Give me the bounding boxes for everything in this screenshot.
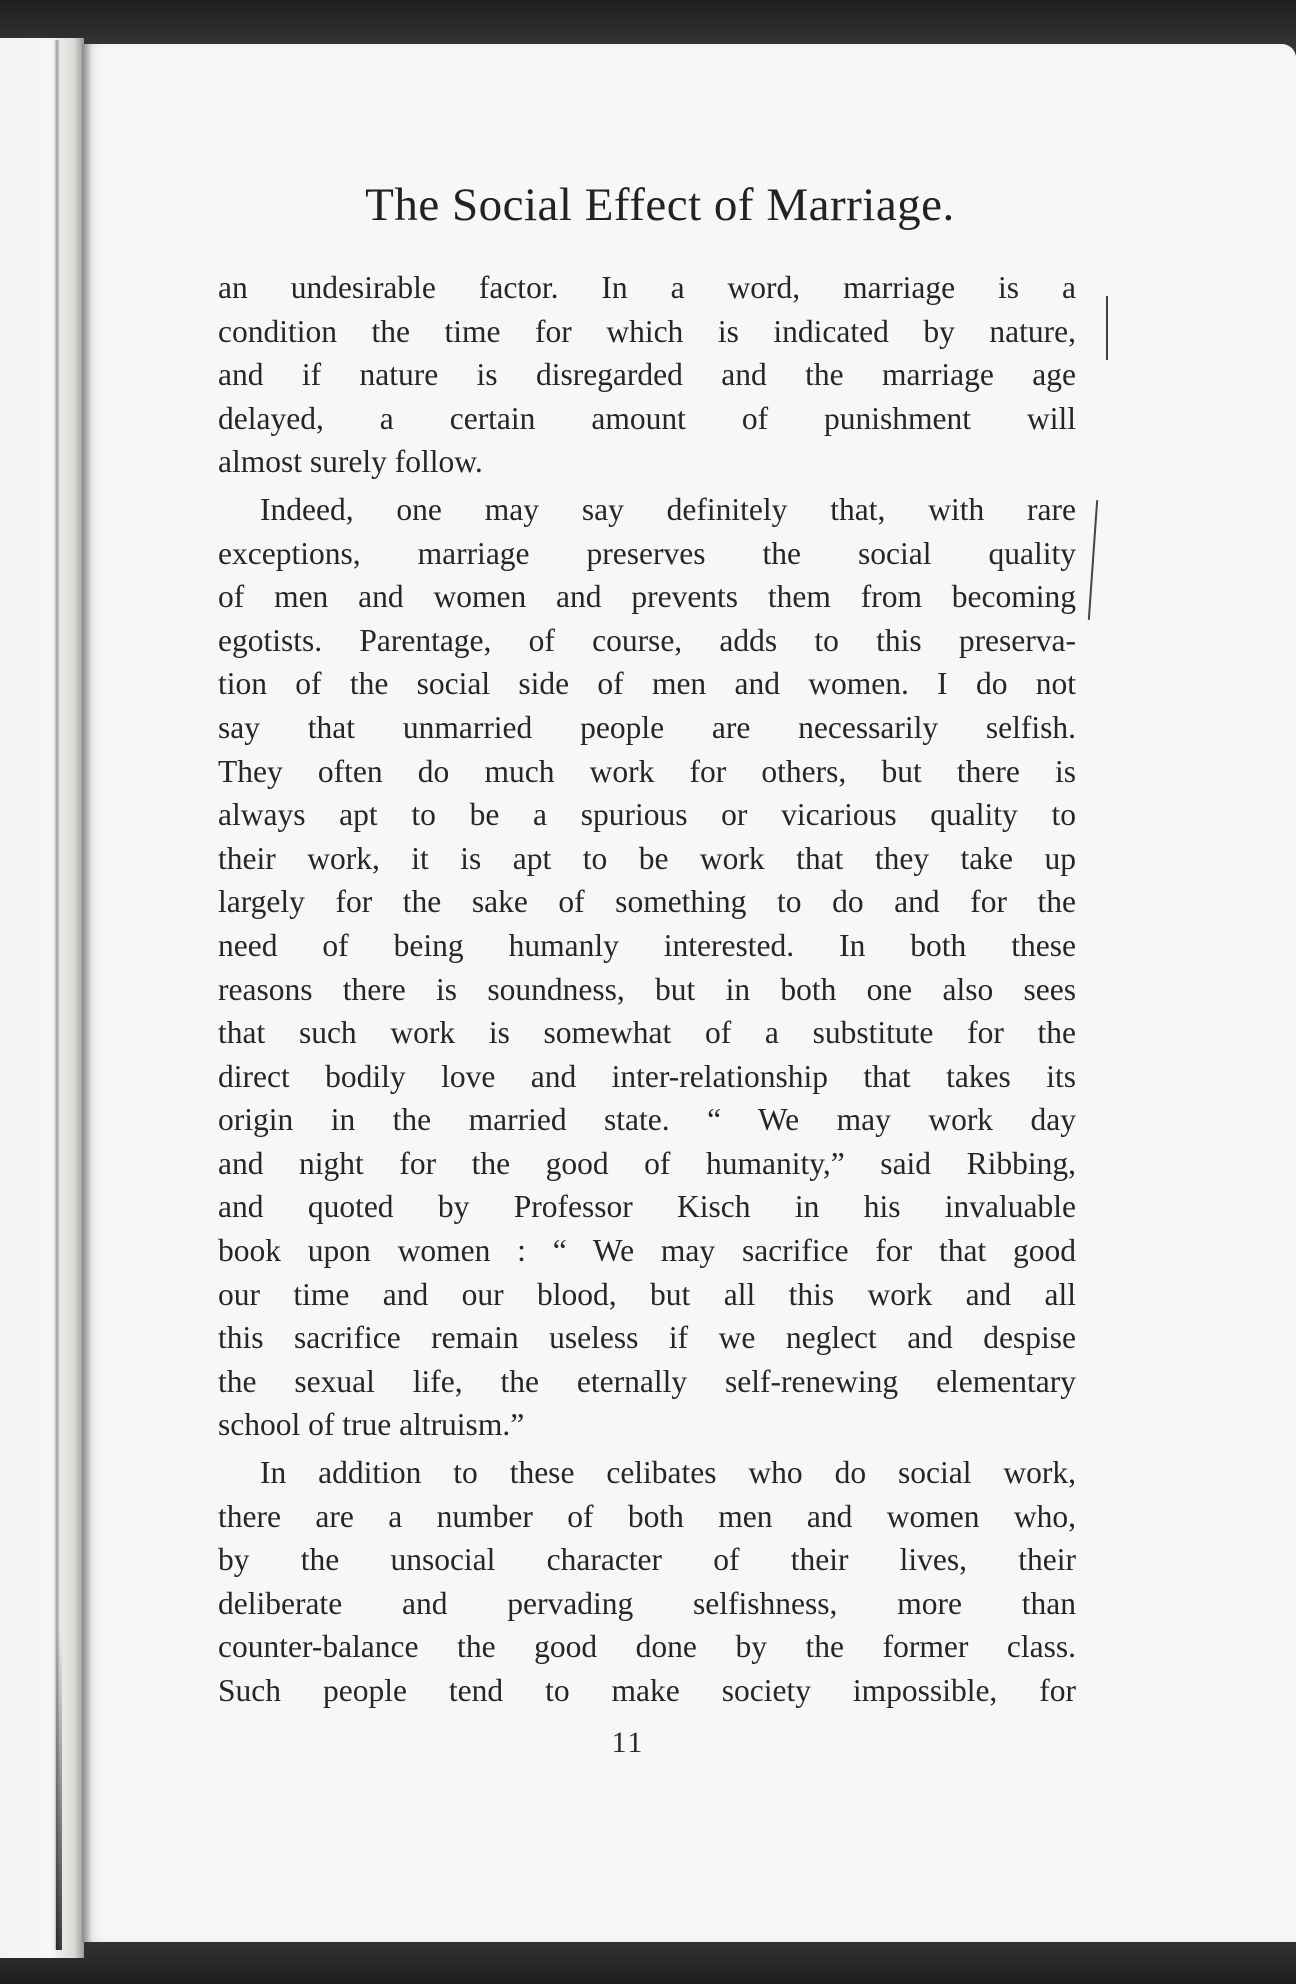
text-line: condition the time for which is indicated by nature, bbox=[218, 313, 1076, 349]
text-line: there are a number of both men and women who, bbox=[218, 1498, 1076, 1534]
text-line: deliberate and pervading selfishness, more than bbox=[218, 1585, 1076, 1621]
text-line: always apt to be a spurious or vicarious quality to bbox=[218, 797, 1076, 833]
body-text bbox=[218, 266, 1076, 1713]
text-line: In addition to these celibates who do social work, bbox=[260, 1455, 1076, 1491]
facing-page-edge bbox=[0, 38, 84, 1958]
paragraph-1 bbox=[218, 266, 1076, 484]
text-line: and if nature is disregarded and the marriage age bbox=[218, 357, 1076, 393]
text-line: school of true altruism.” bbox=[218, 1407, 525, 1443]
text-line: book upon women : “ We may sacrifice for that good bbox=[218, 1233, 1076, 1269]
text-line: this sacrifice remain useless if we neglect and despise bbox=[218, 1320, 1076, 1356]
text-line: delayed, a certain amount of punishment will bbox=[218, 400, 1076, 436]
running-head: The Social Effect of Marriage. bbox=[365, 179, 955, 231]
margin-pencil-mark bbox=[1106, 296, 1108, 360]
text-line: egotists. Parentage, of course, adds to this preserva- bbox=[218, 622, 1076, 658]
text-line: need of being humanly interested. In both these bbox=[218, 927, 1076, 963]
text-line: They often do much work for others, but there is bbox=[218, 753, 1076, 789]
paragraph-2 bbox=[218, 488, 1076, 1447]
text-line: reasons there is soundness, but in both one also sees bbox=[218, 971, 1076, 1007]
paragraph-3 bbox=[218, 1451, 1076, 1713]
text-line: Indeed, one may say definitely that, with rare bbox=[260, 491, 1076, 527]
facing-page-stain bbox=[56, 1630, 62, 1950]
text-line: almost surely follow. bbox=[218, 444, 483, 480]
text-line: origin in the married state. “ We may work day bbox=[218, 1102, 1076, 1138]
text-line: exceptions, marriage preserves the social quality bbox=[218, 535, 1076, 571]
text-line: say that unmarried people are necessarily selfish. bbox=[218, 709, 1076, 745]
text-line: largely for the sake of something to do and for the bbox=[218, 884, 1076, 920]
page-gutter-shadow bbox=[82, 44, 92, 1942]
text-line: an undesirable factor. In a word, marriage is a bbox=[218, 270, 1076, 305]
text-line: that such work is somewhat of a substitute for the bbox=[218, 1015, 1076, 1051]
text-line: and quoted by Professor Kisch in his invaluable bbox=[218, 1189, 1076, 1225]
text-line: our time and our blood, but all this work and all bbox=[218, 1276, 1076, 1312]
text-line: their work, it is apt to be work that they take up bbox=[218, 840, 1076, 876]
text-line: by the unsocial character of their lives, their bbox=[218, 1542, 1076, 1578]
text-line: tion of the social side of men and women. I do not bbox=[218, 666, 1076, 702]
page-number: 11 bbox=[611, 1726, 645, 1759]
text-line: Such people tend to make society impossible, for bbox=[218, 1673, 1076, 1708]
text-line: of men and women and prevents them from becoming bbox=[218, 579, 1076, 615]
text-line: the sexual life, the eternally self-renewing elementary bbox=[218, 1363, 1076, 1399]
text-line: direct bodily love and inter-relationship that takes its bbox=[218, 1058, 1076, 1094]
text-line: counter-balance the good done by the former class. bbox=[218, 1629, 1076, 1665]
text-line: and night for the good of humanity,” said Ribbing, bbox=[218, 1145, 1076, 1181]
